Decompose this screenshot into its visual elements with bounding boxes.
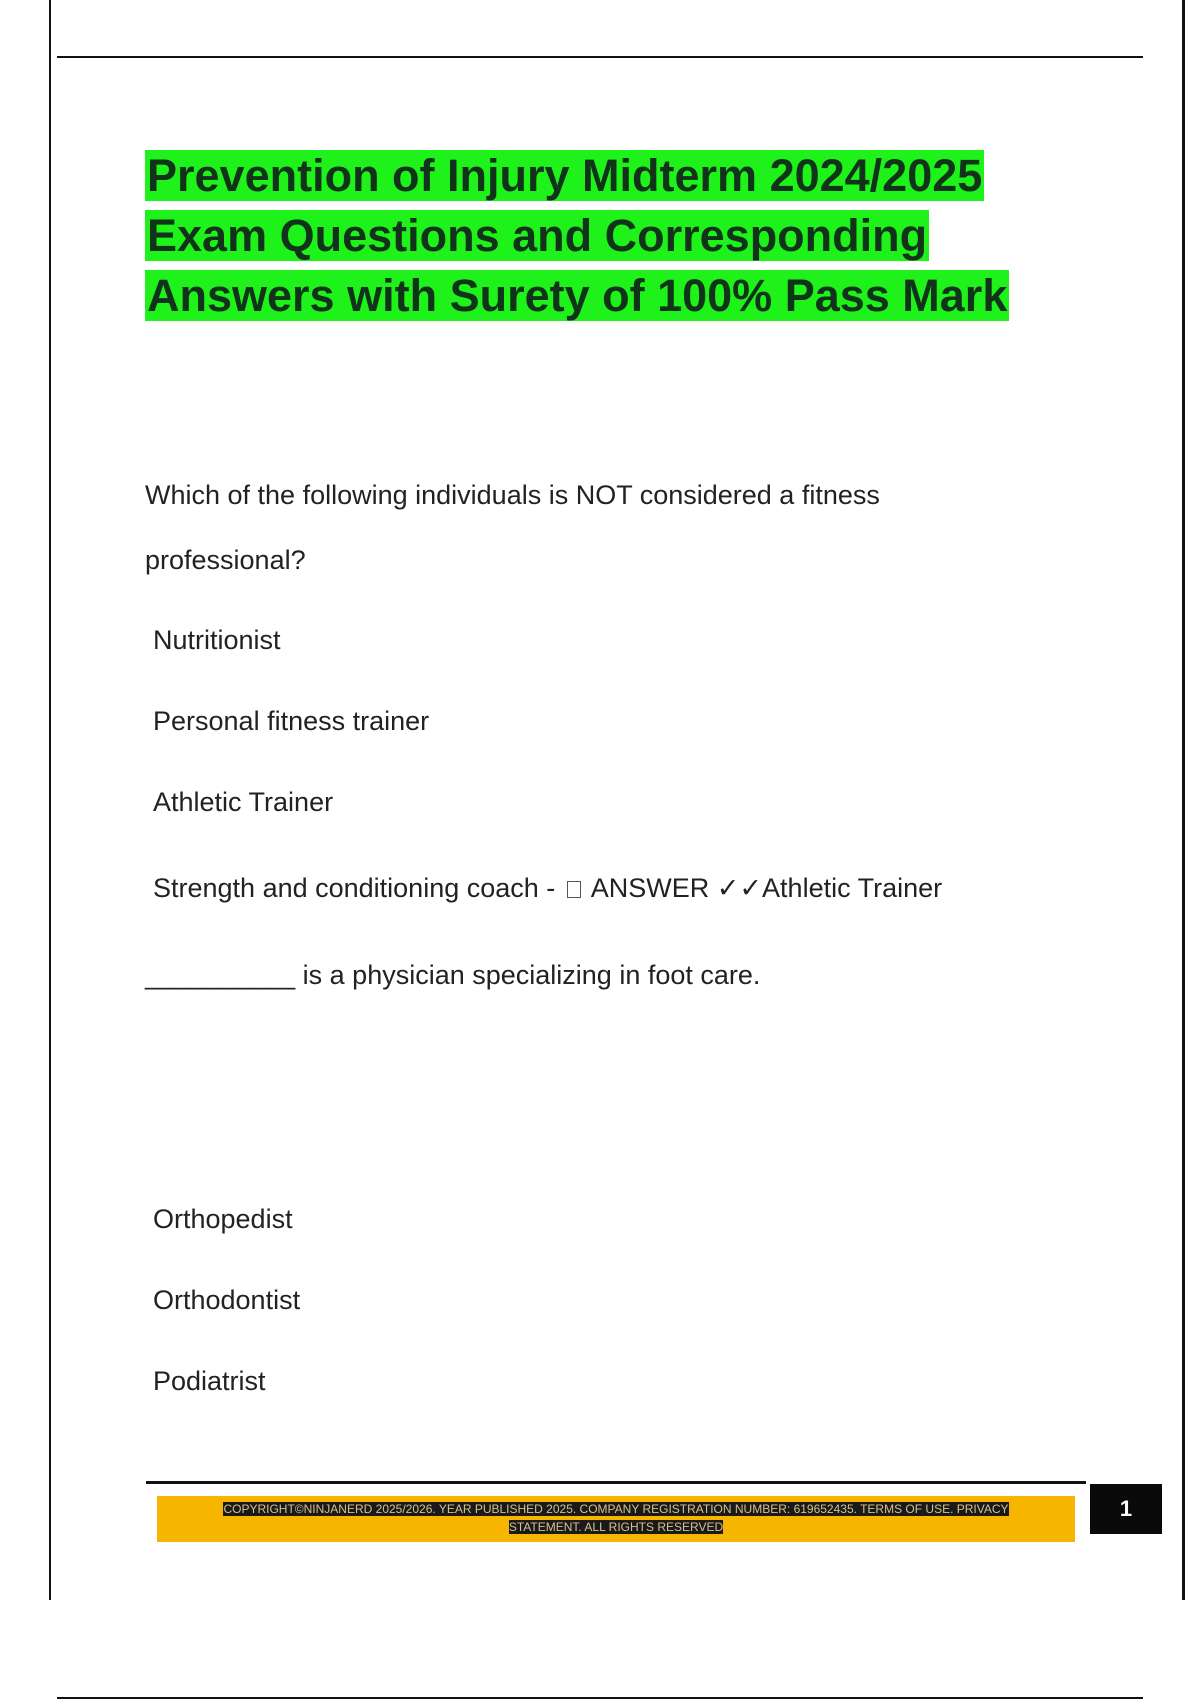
question-2-option: Orthodontist — [153, 1285, 301, 1315]
question-2-text: __________ is a physician specializing in foot care. — [145, 960, 761, 990]
question-1-option: Nutritionist — [153, 625, 281, 655]
title-line: Answers with Surety of 100% Pass Mark — [147, 270, 1008, 321]
question-2-option: Podiatrist — [153, 1366, 266, 1396]
question-2-option: Orthopedist — [153, 1204, 293, 1234]
title-line: Prevention of Injury Midterm 2024/2025 — [147, 150, 983, 201]
copyright-footer — [157, 1496, 1075, 1542]
question-1-text-line2: professional? — [145, 545, 306, 575]
page-left-border — [49, 0, 51, 1600]
question-1-option: Personal fitness trainer — [153, 706, 430, 736]
page-right-border — [1182, 0, 1185, 1600]
title-line: Exam Questions and Corresponding — [147, 210, 928, 261]
page-number: 1 — [1090, 1484, 1162, 1534]
copyright-line2: STATEMENT. ALL RIGHTS RESERVED — [508, 1520, 724, 1534]
question-1-last-option: Strength and conditioning coach - — [153, 873, 563, 903]
box-glyph-icon — [567, 881, 581, 898]
footer-rule — [146, 1481, 1086, 1484]
question-1-text-line1: Which of the following individuals is NOT considered a fitness — [145, 480, 880, 510]
document-title — [145, 146, 1085, 326]
page-bottom-rule — [57, 1697, 1143, 1699]
question-1-answer-line — [153, 872, 942, 904]
copyright-line1: COPYRIGHT©NINJANERD 2025/2026. YEAR PUBLISHED 2025. COMPANY REGISTRATION NUMBER: 619652435. TERMS OF USE. PRIVACY — [223, 1502, 1009, 1516]
header-rule — [57, 56, 1143, 58]
question-1-answer: ANSWER ✓✓Athletic Trainer — [584, 873, 943, 903]
question-1-option: Athletic Trainer — [153, 787, 334, 817]
